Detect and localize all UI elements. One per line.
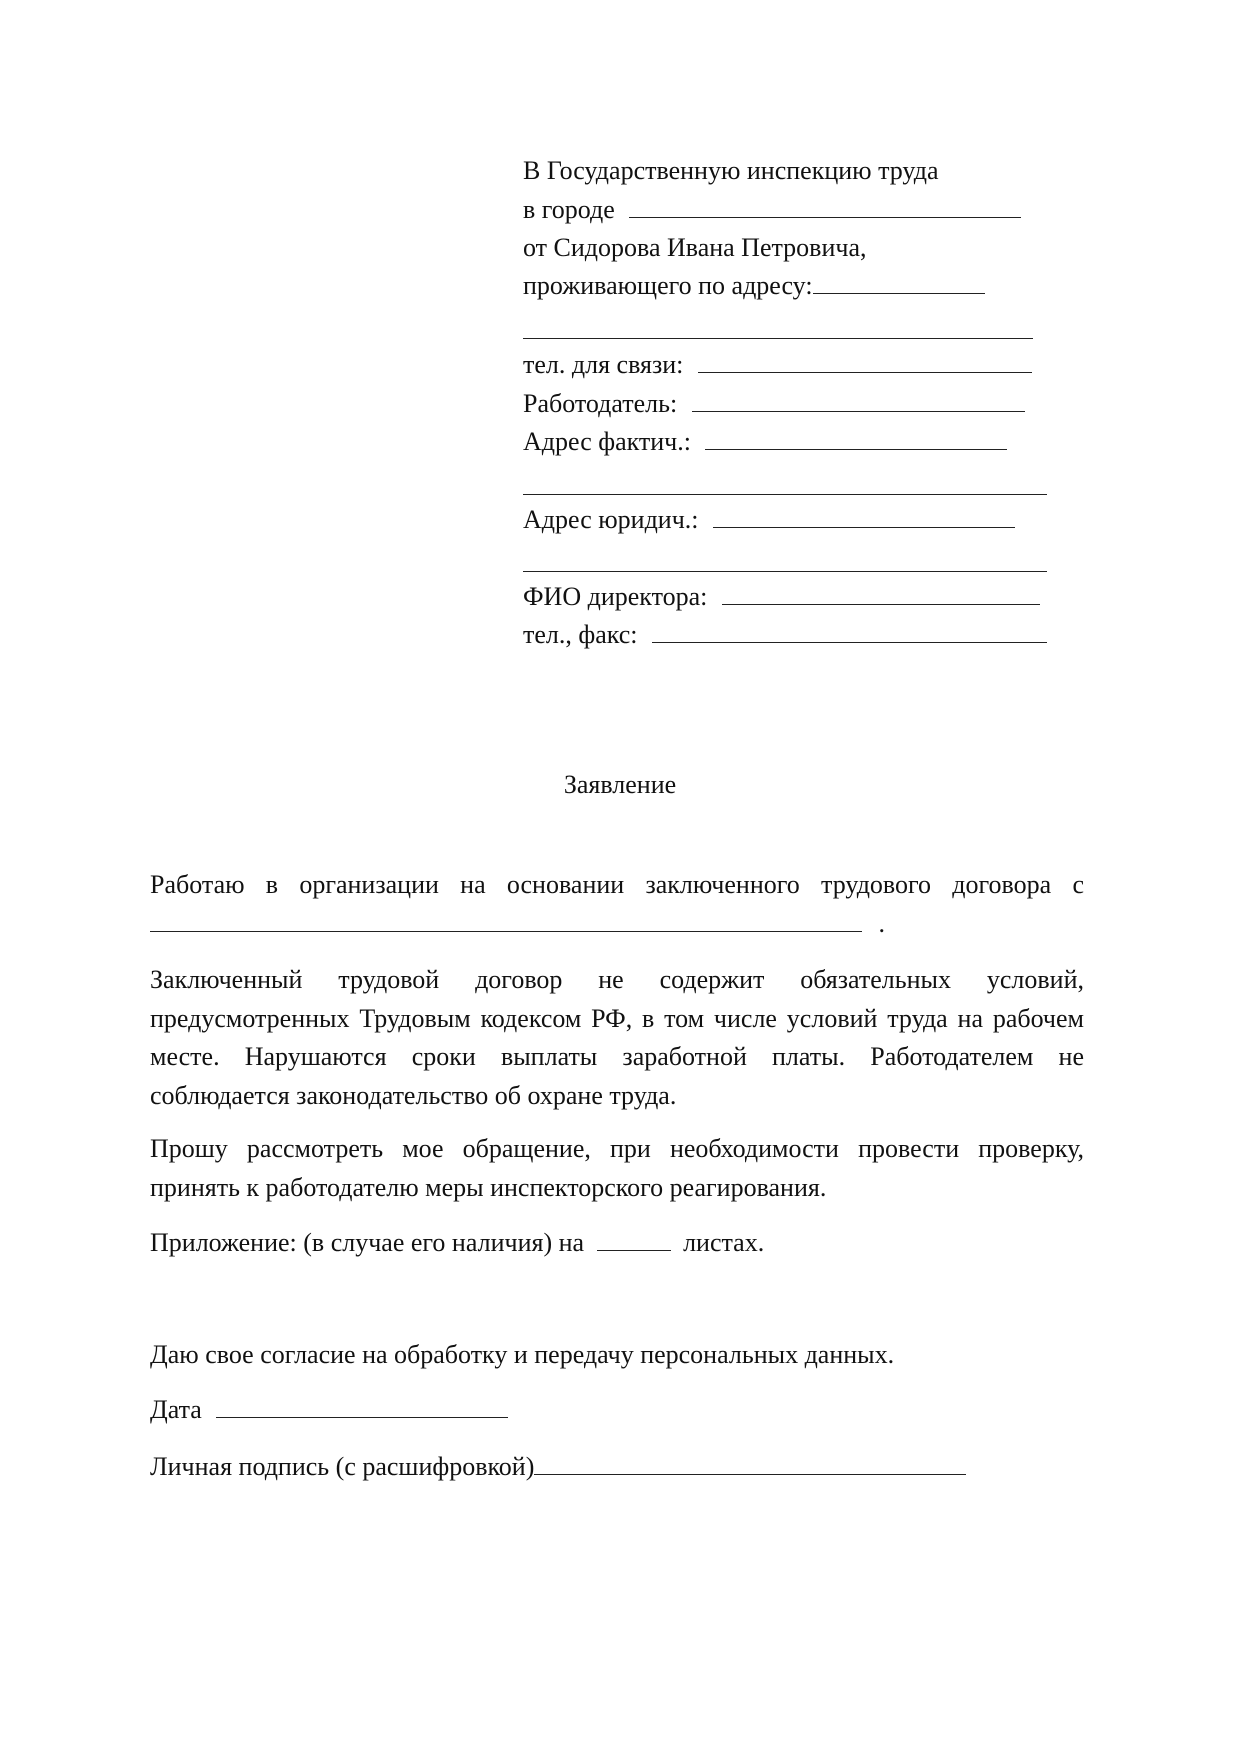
address-field-line2[interactable]	[523, 338, 1033, 339]
actual-address-row	[523, 427, 1007, 457]
attachment-row	[150, 1228, 764, 1258]
city-field[interactable]	[629, 195, 1021, 218]
contract-period: .	[878, 909, 885, 938]
document-title: Заявление	[563, 770, 677, 799]
from-line: от Сидорова Ивана Петровича,	[523, 233, 867, 262]
employer-field[interactable]	[692, 389, 1025, 412]
phone-fax-label: тел., факс:	[523, 620, 638, 649]
legal-address-label: Адрес юридич.:	[523, 505, 699, 534]
address-label: проживающего по адресу:	[523, 271, 813, 300]
city-label: в городе	[523, 195, 615, 224]
attachment-prefix: Приложение: (в случае его наличия) на	[150, 1228, 585, 1257]
attachment-suffix: листах.	[683, 1228, 765, 1257]
date-row	[150, 1395, 508, 1425]
phone-field[interactable]	[698, 350, 1032, 373]
signature-row	[150, 1452, 966, 1482]
director-label: ФИО директора:	[523, 582, 708, 611]
director-row	[523, 582, 1040, 612]
actual-address-field[interactable]	[705, 427, 1007, 450]
director-field[interactable]	[722, 582, 1040, 605]
paragraph-contract	[150, 866, 1084, 905]
consent-text: Даю свое согласие на обработку и передачу персональных данных.	[150, 1340, 895, 1369]
phone-label: тел. для связи:	[523, 350, 684, 379]
legal-address-field-line2[interactable]	[523, 571, 1047, 572]
contract-with-field[interactable]	[150, 909, 862, 932]
legal-address-row	[523, 505, 1015, 535]
paragraph-violations: Заключенный трудовой договор не содержит обязательных условий, предусмотренных Трудовым кодексом РФ, в том числе условий труда на рабочем месте. Нарушаются сроки выплаты заработной платы. Работодателем не соблюдается законодательство об охране труда.	[150, 965, 1084, 1110]
recipient-line: В Государственную инспекцию труда	[523, 156, 939, 185]
employer-label: Работодатель:	[523, 389, 678, 418]
address-field[interactable]	[813, 271, 985, 294]
date-label: Дата	[150, 1395, 202, 1424]
phone-row	[523, 350, 1032, 380]
phone-fax-field[interactable]	[652, 620, 1047, 643]
contract-with-row	[150, 909, 885, 939]
actual-address-label: Адрес фактич.:	[523, 427, 691, 456]
attachment-sheets-field[interactable]	[597, 1228, 671, 1251]
signature-label: Личная подпись (с расшифровкой)	[150, 1452, 535, 1481]
signature-field[interactable]	[534, 1452, 966, 1475]
paragraph-request: Прошу рассмотреть мое обращение, при необходимости провести проверку, принять к работодателю меры инспекторского реагирования.	[150, 1134, 1084, 1202]
contract-text: Работаю в организации на основании заключенного трудового договора с	[150, 870, 1084, 899]
date-field[interactable]	[216, 1395, 508, 1418]
city-row	[523, 195, 1021, 225]
phone-fax-row	[523, 620, 1047, 650]
address-row	[523, 271, 985, 301]
actual-address-field-line2[interactable]	[523, 494, 1047, 495]
employer-row	[523, 389, 1025, 419]
legal-address-field[interactable]	[713, 505, 1015, 528]
